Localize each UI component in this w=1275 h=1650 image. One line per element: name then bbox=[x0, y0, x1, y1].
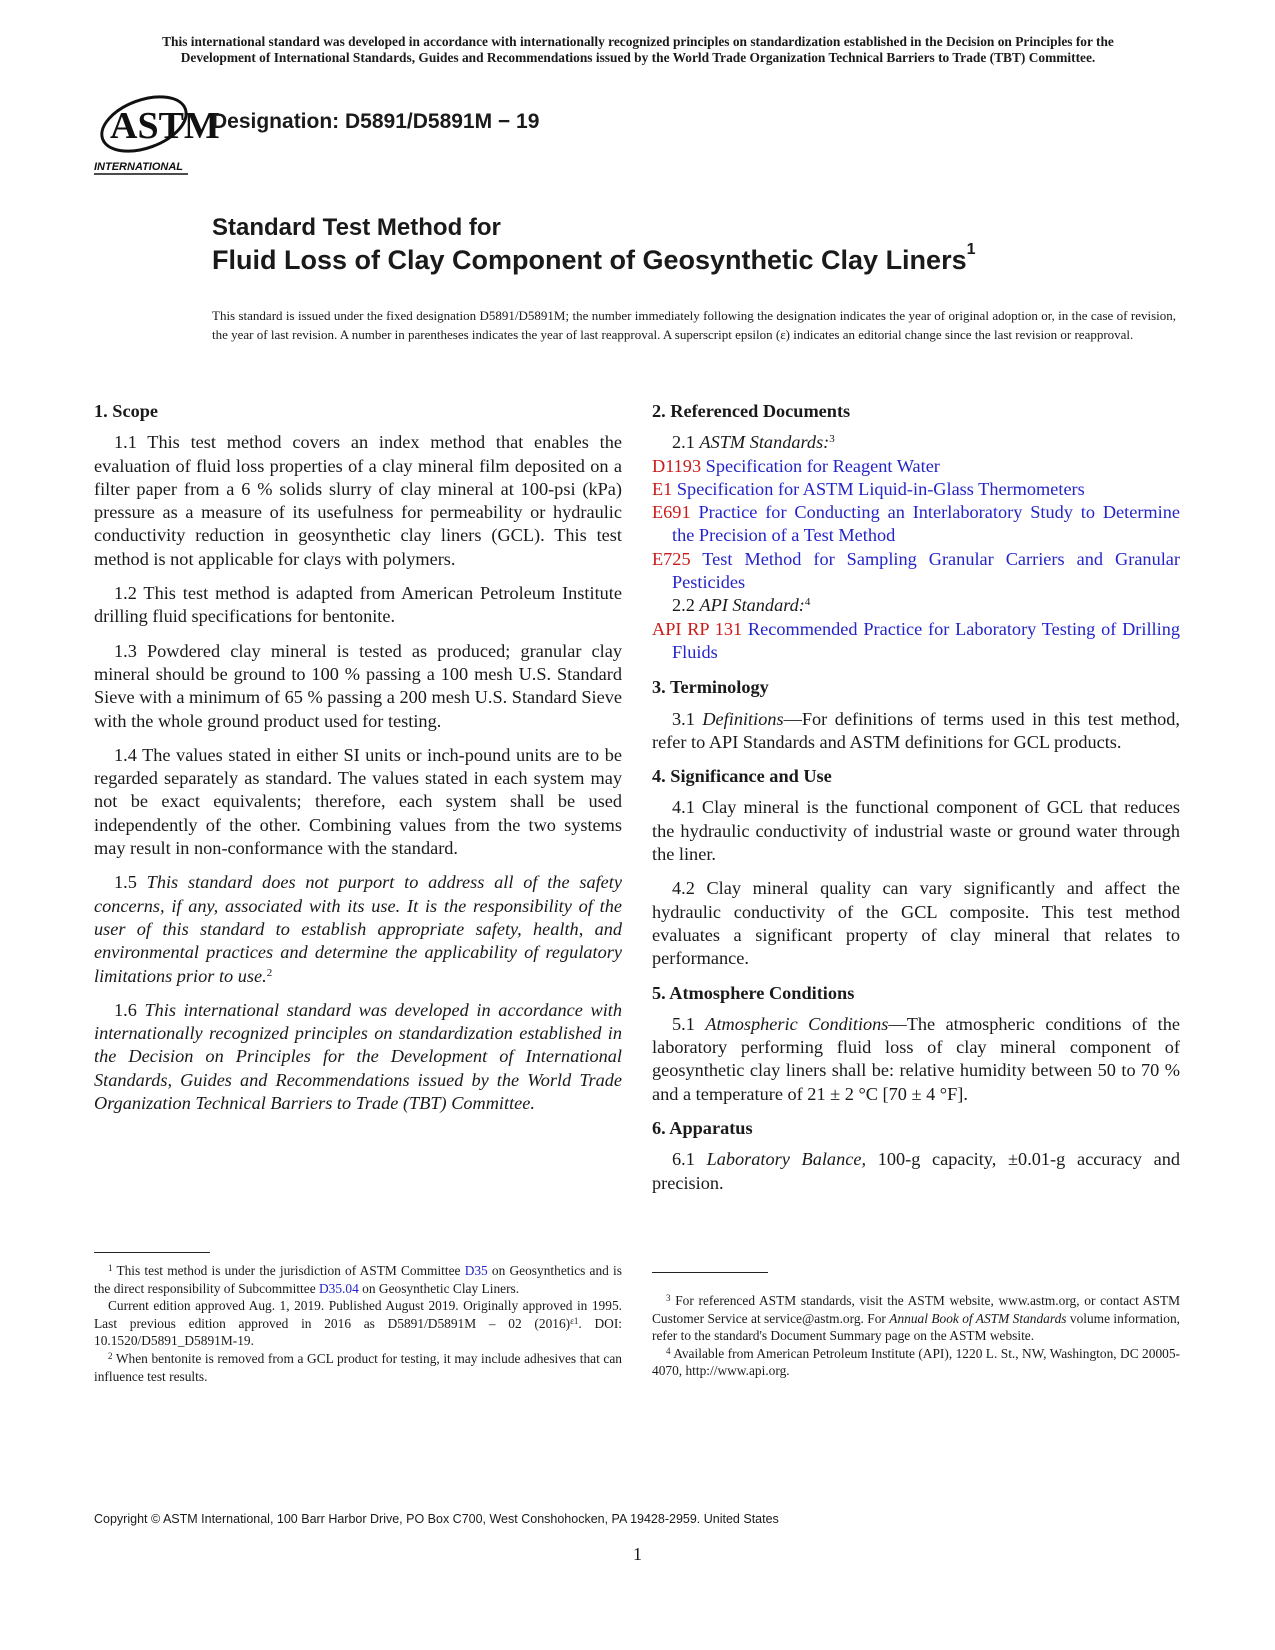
reference-item[interactable] bbox=[652, 501, 1180, 548]
footnote-mark: 2 bbox=[266, 966, 273, 979]
doi-text: . DOI: 10.1520/D5891_D5891M-19. bbox=[94, 1315, 623, 1349]
section-6-heading: 6. Apparatus bbox=[652, 1118, 753, 1139]
footnote-mark: 3 bbox=[829, 433, 835, 446]
footnote-2 bbox=[94, 1350, 622, 1385]
footnote-text: volume information, refer to the standard's Document Summary page on the ASTM website. bbox=[652, 1310, 1180, 1344]
footnote-edition bbox=[94, 1297, 622, 1350]
issue-note: This standard is issued under the fixed designation D5891/D5891M; the number immediately following the designation indicates the year of original adoption or, in the case of revision, the year of last revision. A number in parentheses indicates the year of last reapproval. A superscript epsilon (ε) indicates an editorial change since the last revision or reapproval. bbox=[212, 308, 1176, 342]
astm-standards-label bbox=[652, 431, 1180, 454]
paragraph-6-1-text: 100-g capacity, ±0.01-g accuracy and precision. bbox=[652, 1149, 1180, 1193]
footnote-1 bbox=[94, 1262, 622, 1297]
reference-item[interactable] bbox=[652, 455, 1180, 478]
subcommittee-link[interactable]: D35.04 bbox=[319, 1280, 359, 1296]
paragraph-1-5 bbox=[94, 871, 622, 987]
title-line-2: Fluid Loss of Clay Component of Geosynthetic Clay Liners bbox=[212, 245, 967, 275]
reference-item-api[interactable] bbox=[652, 618, 1180, 665]
paragraph-5-1 bbox=[652, 1013, 1180, 1106]
designation: Designation: D5891/D5891M − 19 bbox=[212, 110, 540, 133]
paragraph-5-1-text: —The atmospheric conditions of the laboratory performing fluid loss of clay mineral component of geosynthetic clay liners shall be: relative humidity between 50 to 70 % and a temperature of 21 ± 2 °C [70 ± 4 °F]. bbox=[652, 1013, 1180, 1104]
footnote-text: Available from American Petroleum Institute (API), 1220 L. St., NW, Washington, DC 20005-4070, http://www.api.org. bbox=[652, 1345, 1180, 1379]
paragraph-3-1 bbox=[652, 708, 1180, 755]
footnote-mark: 3 bbox=[666, 1293, 671, 1303]
left-column bbox=[94, 400, 622, 1126]
reference-code[interactable]: D1193 bbox=[652, 455, 702, 476]
right-column bbox=[652, 400, 1180, 1206]
footnote-text: This test method is under the jurisdiction of ASTM Committee bbox=[116, 1263, 465, 1278]
footnote-text: For referenced ASTM standards, visit the ASTM website, www.astm.org, or contact ASTM Customer Service at service@astm.org. For bbox=[652, 1293, 1180, 1326]
paragraph-1-1: 1.1 This test method covers an index method that enables the evaluation of fluid loss properties of a clay mineral film deposited on a filter paper from a 6 % solids slurry of clay mineral at 100-psi (kPa) pressure as a measure of its usefulness for permeability or hydraulic conductivity reduction in geosynthetic clay liners (GCL). This test method is not applicable for clays with polymers. bbox=[94, 432, 622, 569]
footnote-mark: 4 bbox=[666, 1345, 671, 1356]
reference-title[interactable]: Test Method for Sampling Granular Carriers and Granular Pesticides bbox=[672, 548, 1180, 593]
section-1-heading: 1. Scope bbox=[94, 401, 158, 421]
paragraph-1-6 bbox=[94, 999, 622, 1115]
term: Definitions bbox=[702, 708, 784, 729]
footnote-mark: 4 bbox=[804, 596, 811, 609]
para-number: 1.6 bbox=[114, 999, 137, 1020]
reference-code[interactable]: E1 bbox=[652, 478, 673, 499]
footnote-mark: 1 bbox=[108, 1263, 113, 1273]
astm-label: ASTM Standards: bbox=[699, 432, 830, 453]
para-number: 1.5 bbox=[114, 872, 137, 893]
reference-title[interactable]: Recommended Practice for Laboratory Testing of Drilling Fluids bbox=[672, 618, 1180, 662]
footnote-text: on Geosynthetic Clay Liners. bbox=[358, 1280, 520, 1296]
footnote-text: Current edition approved Aug. 1, 2019. Published August 2019. Originally approved in 1995. Last previous edition approved in 2016 as D5891/D5891M – 02 (2016) bbox=[94, 1298, 622, 1331]
title-footnote-mark: 1 bbox=[966, 241, 976, 258]
reference-code[interactable]: E725 bbox=[652, 548, 691, 569]
paragraph-3-1-text: —For definitions of terms used in this test method, refer to API Standards and ASTM definitions for GCL products. bbox=[652, 708, 1181, 752]
reference-item[interactable] bbox=[652, 548, 1180, 595]
top-notice bbox=[88, 34, 1188, 66]
title-line-1: Standard Test Method for bbox=[212, 214, 501, 241]
paragraph-1-3: 1.3 Powdered clay mineral is tested as produced; granular clay mineral should be ground to 100 % passing a 100 mesh U.S. Standard Sieve with a minimum of 65 % passing a 200 mesh U.S. Standard Sieve with the whole ground product used for testing. bbox=[94, 640, 622, 731]
para-number: 5.1 bbox=[672, 1013, 695, 1034]
paragraph-6-1 bbox=[652, 1148, 1180, 1195]
paragraph-1-4: 1.4 The values stated in either SI units or inch-pound units are to be regarded separately as standard. The values stated in each system may not be exact equivalents; therefore, each system shall be used independently of the other. Combining values from the two systems may result in non-conformance with the standard. bbox=[94, 744, 622, 859]
notice-line-1: This international standard was developed in accordance with internationally recognized principles on standardization established in the Decision on Principles for the bbox=[162, 34, 1114, 49]
footnotes-right bbox=[652, 1292, 1180, 1380]
paragraph-4-2: 4.2 Clay mineral quality can vary significantly and affect the hydraulic conductivity of the GCL composite. This test method evaluates a significant property of clay mineral that relates to performance. bbox=[652, 878, 1180, 969]
paragraph-4-1: 4.1 Clay mineral is the functional component of GCL that reduces the hydraulic conductivity of industrial waste or ground water through the liner. bbox=[652, 797, 1180, 865]
paragraph-1-5-text: This standard does not purport to address all of the safety concerns, if any, associated with its use. It is the responsibility of the user of this standard to establish appropriate safety, health, and environmental practices and determine the applicability of regulatory limitations prior to use. bbox=[94, 872, 622, 986]
footnote-divider bbox=[652, 1272, 768, 1273]
para-number: 2.2 bbox=[672, 595, 695, 616]
epsilon-mark: ε1 bbox=[570, 1315, 579, 1326]
page-number: 1 bbox=[633, 1544, 642, 1564]
term: Atmospheric Conditions bbox=[705, 1013, 889, 1034]
logo-sub-text: INTERNATIONAL bbox=[94, 161, 184, 173]
reference-title[interactable]: Specification for Reagent Water bbox=[705, 455, 940, 476]
notice-line-2: Development of International Standards, Guides and Recommendations issued by the World Trade Organization Technical Barriers to Trade (TBT) Committee. bbox=[180, 50, 1096, 65]
para-number: 6.1 bbox=[672, 1149, 695, 1170]
reference-title[interactable]: Specification for ASTM Liquid-in-Glass Thermometers bbox=[676, 478, 1085, 499]
footnotes-left bbox=[94, 1262, 622, 1385]
section-4-heading: 4. Significance and Use bbox=[652, 766, 832, 787]
footnote-4 bbox=[652, 1345, 1180, 1380]
reference-item[interactable] bbox=[652, 478, 1180, 501]
footnote-text: on Geosynthetics and is the direct responsibility of Subcommittee bbox=[94, 1263, 622, 1296]
para-number: 2.1 bbox=[672, 432, 695, 453]
footnote-divider bbox=[94, 1252, 210, 1253]
copyright: Copyright © ASTM International, 100 Barr Harbor Drive, PO Box C700, West Conshohocken, PA 19428-2959. United States bbox=[94, 1512, 779, 1526]
reference-code[interactable]: API RP 131 bbox=[652, 618, 743, 639]
paragraph-1-6-text: This international standard was developed in accordance with internationally recognized principles on standardization established in the Decision on Principles for the Development of International Standards, Guides and Recommendations issued by the World Trade Organization Technical Barriers to Trade (TBT) Committee. bbox=[94, 999, 622, 1114]
footnote-3 bbox=[652, 1292, 1180, 1345]
api-standard-label bbox=[652, 594, 1180, 617]
section-3-heading: 3. Terminology bbox=[652, 677, 769, 698]
section-2-heading: 2. Referenced Documents bbox=[652, 401, 851, 421]
para-number: 3.1 bbox=[672, 708, 695, 729]
term: Laboratory Balance, bbox=[706, 1149, 867, 1170]
section-5-heading: 5. Atmosphere Conditions bbox=[652, 982, 855, 1003]
reference-list bbox=[652, 455, 1180, 595]
committee-link[interactable]: D35 bbox=[464, 1263, 488, 1278]
footnote-italic: Annual Book of ASTM Standards bbox=[889, 1310, 1067, 1326]
api-label: API Standard: bbox=[699, 595, 805, 616]
page-title bbox=[212, 241, 976, 276]
footnote-text: When bentonite is removed from a GCL product for testing, it may include adhesives that can influence test results. bbox=[94, 1350, 622, 1384]
paragraph-1-2: 1.2 This test method is adapted from American Petroleum Institute drilling fluid specifications for bentonite. bbox=[94, 583, 622, 627]
reference-code[interactable]: E691 bbox=[652, 502, 691, 523]
reference-title[interactable]: Practice for Conducting an Interlaboratory Study to Determine the Precision of a Test Method bbox=[672, 502, 1180, 546]
logo-text: ASTM bbox=[110, 105, 220, 147]
astm-logo-icon bbox=[92, 84, 220, 180]
footnote-mark: 2 bbox=[108, 1350, 113, 1361]
